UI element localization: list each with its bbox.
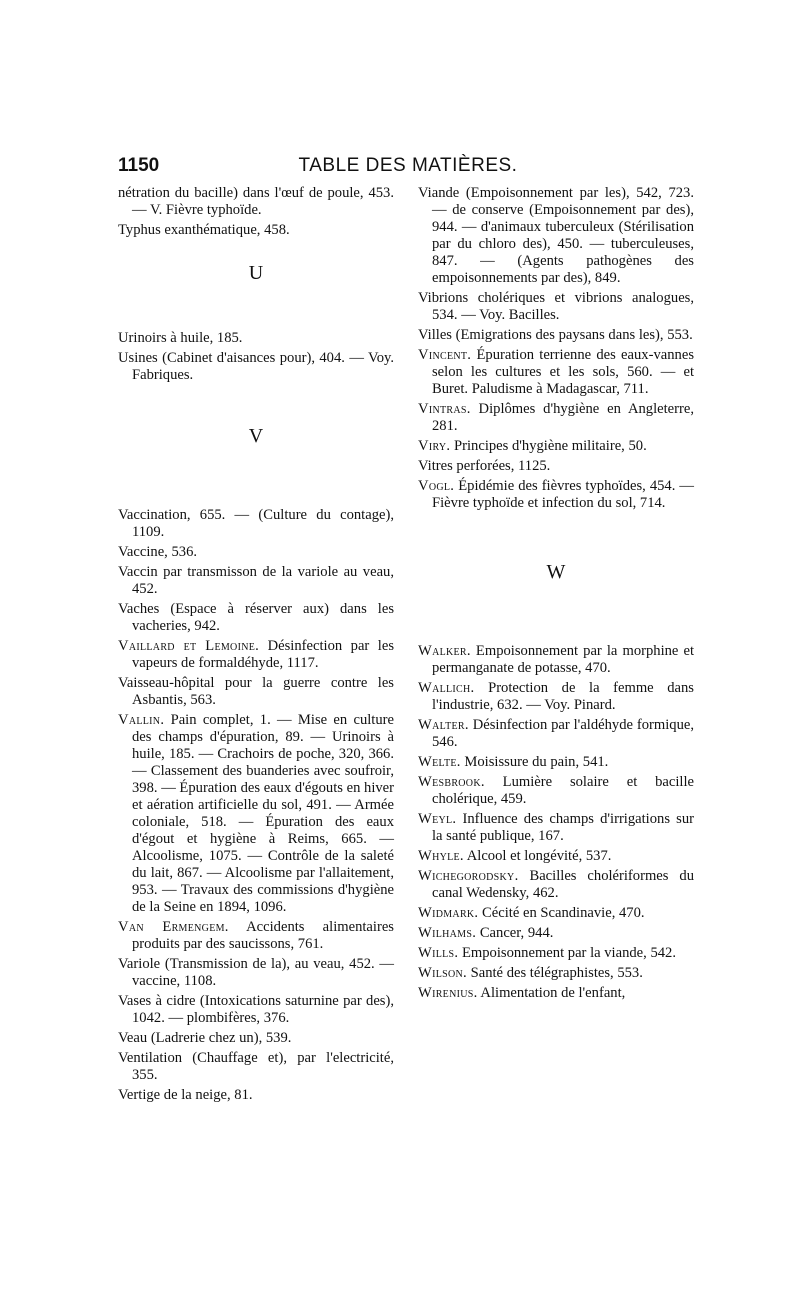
index-entry	[118, 507, 394, 541]
entry-text: Cancer, 944.	[476, 925, 554, 941]
entry-text: Diplômes d'hygiène en Angleterre, 281.	[432, 401, 694, 434]
entry-author: Vogl.	[418, 478, 455, 494]
entry-text: Vaccine, 536.	[118, 544, 198, 560]
index-entry	[118, 330, 394, 347]
entry-text: Vaccin par transmisson de la variole au veau, 452.	[118, 564, 394, 597]
index-entry	[418, 905, 694, 922]
entry-text: Alcool et longévité, 537.	[463, 848, 612, 864]
index-entry	[118, 222, 394, 239]
entry-author: Wallich.	[418, 680, 475, 696]
section-letter-w: W	[546, 561, 566, 583]
index-entry	[118, 638, 394, 672]
index-entry	[418, 774, 694, 808]
index-entry	[118, 350, 394, 384]
entry-text: Empoisonnement par la morphine et permanganate de potasse, 470.	[432, 643, 694, 676]
entry-text: Vaccination, 655. — (Culture du contage), 1109.	[118, 507, 394, 540]
entry-text: Cécité en Scandinavie, 470.	[478, 905, 645, 921]
entry-author: Whyle.	[418, 848, 464, 864]
index-entry	[118, 956, 394, 990]
index-entry	[118, 1050, 394, 1084]
section-letter-v: V	[248, 425, 264, 447]
index-entry	[418, 458, 694, 475]
entry-text: Protection de la femme dans l'industrie, 632. — Voy. Pinard.	[432, 680, 694, 713]
left-column	[118, 185, 394, 1107]
index-entry	[418, 680, 694, 714]
entry-text: Vitres perforées, 1125.	[418, 458, 551, 474]
entry-text: Vertige de la neige, 81.	[118, 1087, 253, 1103]
index-entry	[418, 327, 694, 344]
entry-author: Walker.	[418, 643, 471, 659]
index-entry	[118, 993, 394, 1027]
entry-author: Weyl.	[418, 811, 457, 827]
index-entry	[118, 601, 394, 635]
index-entry	[118, 919, 394, 953]
entry-author: Wesbrook.	[418, 774, 485, 790]
entry-author: Walter.	[418, 717, 469, 733]
index-entry	[418, 965, 694, 982]
entry-author: Wilhams.	[418, 925, 477, 941]
index-entry	[118, 564, 394, 598]
index-entry	[418, 754, 694, 771]
entry-text: Viande (Empoisonnement par les), 542, 723. — de conserve (Empoisonnement par des), 944. — d'animaux tuberculeux (Stérilisation par du chloro des), 450. — tuberculeuses, 847. — (Agents pathogènes des empoisonnements par des), 849.	[418, 185, 694, 286]
entry-author: Viry.	[418, 438, 451, 454]
entry-author: Widmark.	[418, 905, 479, 921]
index-entry	[418, 925, 694, 942]
entry-text: Épuration terrienne des eaux-vannes selon les cultures et les sols, 560. — et Buret. Paludisme à Madagascar, 711.	[432, 347, 694, 397]
entry-text: Vaisseau-hôpital pour la guerre contre les Asbantis, 563.	[118, 675, 394, 708]
entry-text: Ventilation (Chauffage et), par l'electricité, 355.	[118, 1050, 394, 1083]
index-entry	[118, 1087, 394, 1104]
entry-author: Van Ermengem.	[118, 919, 229, 935]
entry-text: Vaches (Espace à réserver aux) dans les vacheries, 942.	[118, 601, 394, 634]
index-entry	[118, 1030, 394, 1047]
index-entry	[118, 712, 394, 916]
index-entry	[418, 848, 694, 865]
entry-author: Vintras.	[418, 401, 471, 417]
entry-text: Pain complet, 1. — Mise en culture des champs d'épuration, 89. — Urinoirs à huile, 185. — Crachoirs de poche, 320, 366. — Classement des buanderies avec soufroir, 398. — Épuration des eaux d'égouts en hiver et aération artificielle du sol, 491. — Armée coloniale, 518. — Épuration des eaux d'égout et hygiène à Reims, 665. — Alcoolisme, 1075. — Contrôle de la saleté du lait, 867. — Alcoolisme par l'allaitement, 953. — Travaux des commissions d'hygiène de la Seine en 1894, 1096.	[132, 712, 395, 915]
entry-text: nétration du bacille) dans l'œuf de poule, 453. — V. Fièvre typhoïde.	[118, 185, 394, 218]
index-entry	[418, 868, 694, 902]
page-number: 1150	[118, 155, 160, 176]
index-entry	[418, 945, 694, 962]
index-entry	[118, 675, 394, 709]
index-entry	[418, 438, 694, 455]
entry-author: Wichegorodsky.	[418, 868, 519, 884]
entry-text: Villes (Emigrations des paysans dans les), 553.	[418, 327, 693, 343]
index-entry	[118, 544, 394, 561]
section-letter-u: U	[248, 262, 264, 284]
right-column	[418, 185, 694, 1005]
entry-author: Wilson.	[418, 965, 467, 981]
entry-text: Bacilles cholériformes du canal Wedensky, 462.	[432, 868, 694, 901]
index-entry	[418, 401, 694, 435]
entry-text: Influence des champs d'irrigations sur la santé publique, 167.	[432, 811, 694, 844]
index-entry	[418, 811, 694, 845]
entry-author: Wills.	[418, 945, 459, 961]
entry-text: Santé des télégraphistes, 553.	[466, 965, 643, 981]
entry-text: Alimentation de l'enfant,	[477, 985, 626, 1001]
entry-text: Épidémie des fièvres typhoïdes, 454. — Fièvre typhoïde et infection du sol, 714.	[432, 478, 694, 511]
index-entry	[418, 717, 694, 751]
index-entry	[418, 643, 694, 677]
entry-text: Urinoirs à huile, 185.	[118, 330, 243, 346]
page-header	[118, 155, 698, 177]
entry-text: Variole (Transmission de la), au veau, 452. — vaccine, 1108.	[118, 956, 394, 989]
index-entry	[418, 290, 694, 324]
entry-author: Vincent.	[418, 347, 472, 363]
entry-text: Vibrions cholériques et vibrions analogues, 534. — Voy. Bacilles.	[418, 290, 694, 323]
index-entry	[418, 347, 694, 398]
entry-text: Lumière solaire et bacille cholérique, 459.	[432, 774, 694, 807]
entry-text: Désinfection par les vapeurs de formaldéhyde, 1117.	[132, 638, 394, 671]
entry-text: Veau (Ladrerie chez un), 539.	[118, 1030, 292, 1046]
entry-text: Désinfection par l'aldéhyde formique, 546.	[432, 717, 694, 750]
entry-author: Wirenius.	[418, 985, 478, 1001]
index-entry	[418, 185, 694, 287]
entry-text: Vases à cidre (Intoxications saturnine par des), 1042. — plombifères, 376.	[118, 993, 394, 1026]
entry-author: Vaillard et Lemoine.	[118, 638, 260, 654]
entry-author: Welte.	[418, 754, 461, 770]
index-entry	[418, 985, 694, 1002]
entry-text: Accidents alimentaires produits par des saucissons, 761.	[132, 919, 394, 952]
page-title: TABLE DES MATIÈRES.	[298, 155, 518, 176]
entry-author: Vallin.	[118, 712, 165, 728]
index-entry	[418, 478, 694, 512]
entry-text: Empoisonnement par la viande, 542.	[458, 945, 676, 961]
entry-text: Moisissure du pain, 541.	[460, 754, 609, 770]
entry-text: Typhus exanthématique, 458.	[118, 222, 290, 238]
entry-text: Principes d'hygiène militaire, 50.	[450, 438, 647, 454]
entry-text: Usines (Cabinet d'aisances pour), 404. — Voy. Fabriques.	[118, 350, 394, 383]
index-entry	[118, 185, 394, 219]
